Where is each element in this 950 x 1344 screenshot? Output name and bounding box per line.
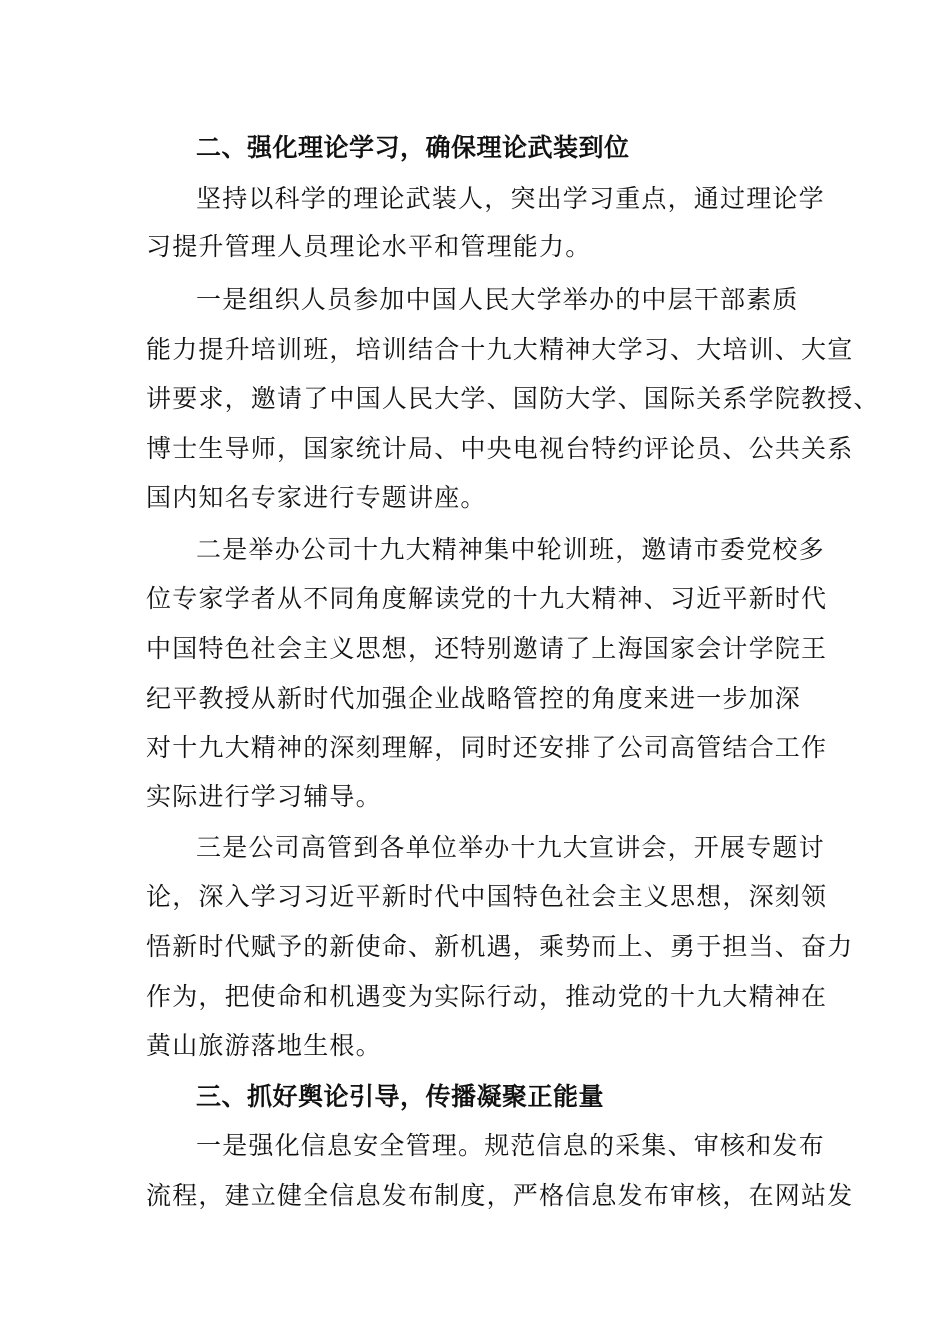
paragraph-line: 黄山旅游落地生根。 — [146, 1031, 382, 1060]
paragraph-line: 中国特色社会主义思想，还特别邀请了上海国家会计学院王 — [146, 634, 828, 663]
paragraph-line: 对十九大精神的深刻理解，同时还安排了公司高管结合工作 — [146, 733, 828, 762]
paragraph-line: 位专家学者从不同角度解读党的十九大精神、习近平新时代 — [146, 584, 828, 613]
paragraph-line: 博士生导师，国家统计局、中央电视台特约评论员、公共关系 — [146, 434, 854, 463]
paragraph-line: 论，深入学习习近平新时代中国特色社会主义思想，深刻领 — [146, 882, 828, 911]
paragraph-line: 悟新时代赋予的新使命、新机遇，乘势而上、勇于担当、奋力 — [146, 932, 854, 961]
paragraph-line: 流程，建立健全信息发布制度，严格信息发布审核，在网站发 — [146, 1181, 854, 1210]
paragraph-line: 三是公司高管到各单位举办十九大宣讲会，开展专题讨 — [196, 833, 825, 862]
paragraph-line: 作为，把使命和机遇变为实际行动，推动党的十九大精神在 — [146, 982, 828, 1011]
paragraph-line: 讲要求，邀请了中国人民大学、国防大学、国际关系学院教授、 — [146, 384, 880, 413]
section-heading-2: 二、强化理论学习，确保理论武装到位 — [196, 133, 630, 162]
paragraph-line: 实际进行学习辅导。 — [146, 782, 382, 811]
section-heading-3: 三、抓好舆论引导，传播凝聚正能量 — [196, 1082, 605, 1111]
paragraph-line: 一是强化信息安全管理。规范信息的采集、审核和发布 — [196, 1131, 825, 1160]
paragraph-line: 能力提升培训班，培训结合十九大精神大学习、大培训、大宣 — [146, 335, 854, 364]
paragraph-line: 纪平教授从新时代加强企业战略管控的角度来进一步加深 — [146, 684, 802, 713]
paragraph-line: 坚持以科学的理论武装人，突出学习重点，通过理论学 — [196, 184, 825, 213]
paragraph-line: 习提升管理人员理论水平和管理能力。 — [146, 232, 592, 261]
paragraph-line: 二是举办公司十九大精神集中轮训班，邀请市委党校多 — [196, 535, 825, 564]
paragraph-line: 一是组织人员参加中国人民大学举办的中层干部素质 — [196, 285, 799, 314]
paragraph-line: 国内知名专家进行专题讲座。 — [146, 483, 487, 512]
